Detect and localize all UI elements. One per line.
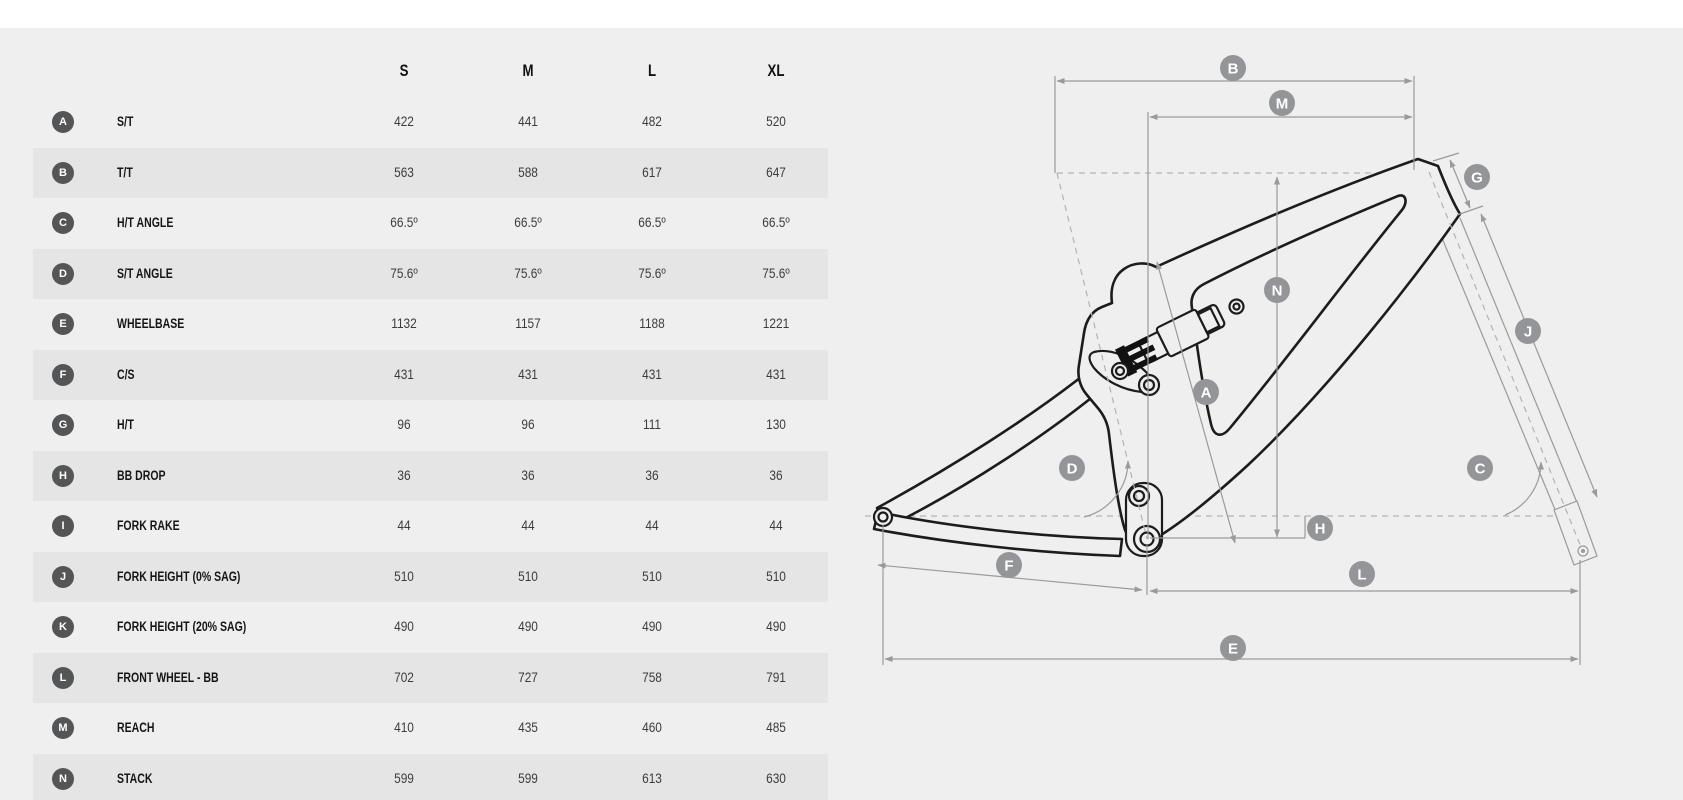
cell-value: 422	[394, 114, 414, 129]
cell-value: 431	[642, 366, 662, 382]
diagram-letter: N	[1271, 282, 1283, 300]
row-label: FORK HEIGHT (0% SAG)	[117, 568, 241, 584]
cell-value: 1132	[391, 316, 417, 331]
cell-value: 44	[397, 518, 411, 533]
diagram-letter-badge	[1220, 635, 1246, 661]
row-letter-badge: M	[52, 717, 74, 739]
row-label: H/T	[117, 417, 134, 432]
cell-value: 435	[518, 720, 538, 735]
cell-value: 111	[642, 417, 662, 432]
cell-value: 1221	[762, 316, 790, 331]
row-label: BB DROP	[117, 467, 166, 483]
row-letter-badge: E	[52, 313, 74, 335]
cell-value: 75.6º	[514, 265, 542, 281]
row-label: FRONT WHEEL - BB	[117, 669, 219, 685]
row-letter-badge: K	[52, 616, 74, 638]
seatstay	[877, 370, 1106, 527]
diagram-letter: A	[1200, 384, 1212, 402]
size-col-l: L	[647, 61, 657, 80]
diagram-letter: H	[1314, 520, 1326, 538]
cell-value: 490	[518, 619, 538, 634]
row-letter-badge: D	[52, 263, 74, 285]
row-label: FORK RAKE	[117, 518, 180, 533]
steering-axis-dashline	[1429, 169, 1581, 547]
cell-value: 44	[769, 518, 783, 533]
cell-value: 490	[642, 619, 662, 634]
cell-value: 520	[766, 114, 786, 129]
cell-value: 66.5º	[514, 215, 542, 230]
diagram-letter-badge	[1515, 318, 1541, 344]
diagram-letter-badge	[996, 552, 1022, 578]
diagram-letter: E	[1227, 640, 1239, 658]
row-label: C/S	[117, 366, 135, 382]
diagram-letter: F	[1004, 557, 1014, 575]
row-label: T/T	[117, 164, 133, 180]
row-letter-badge: B	[52, 162, 74, 184]
cell-value: 563	[394, 164, 414, 180]
cell-value: 75.6º	[390, 265, 418, 281]
diagram-letter: B	[1227, 60, 1239, 78]
cell-value: 75.6º	[638, 265, 666, 281]
row-letter-badge: H	[52, 465, 74, 487]
diagram-letter: G	[1471, 169, 1483, 187]
cell-value: 630	[766, 770, 786, 786]
diagram-letter-badge	[1059, 455, 1085, 481]
fork	[1437, 218, 1597, 565]
cell-value: 613	[642, 770, 662, 786]
row-letter-badge: N	[52, 768, 74, 790]
cell-value: 431	[518, 366, 538, 382]
row-label: H/T ANGLE	[117, 215, 174, 230]
cell-value: 431	[394, 366, 414, 382]
cell-value: 647	[766, 164, 786, 180]
row-letter-badge: I	[52, 515, 74, 537]
row-letter-badge: J	[52, 566, 74, 588]
cell-value: 588	[518, 164, 538, 180]
diagram-letter-badge	[1269, 90, 1295, 116]
row-letter-badge: C	[52, 212, 74, 234]
cell-value: 96	[521, 417, 535, 432]
row-label: FORK HEIGHT (20% SAG)	[117, 619, 247, 634]
row-letter-badge: A	[52, 111, 74, 133]
cell-value: 599	[394, 770, 414, 786]
cell-value: 1157	[515, 316, 541, 331]
row-label: REACH	[117, 720, 155, 735]
cell-value: 44	[645, 518, 659, 533]
diagram-letter: C	[1474, 460, 1486, 478]
cell-value: 702	[394, 669, 414, 685]
diagram-letter-badge	[1464, 164, 1490, 190]
cell-value: 510	[394, 568, 414, 584]
cell-value: 727	[518, 669, 538, 685]
cell-value: 431	[766, 366, 786, 382]
cell-value: 460	[642, 720, 662, 735]
angle-arc-C-headangle	[1505, 462, 1541, 515]
cell-value: 36	[769, 467, 783, 483]
diagram-letter: J	[1523, 323, 1533, 341]
chainstay	[874, 512, 1122, 556]
diagram-letter-badge	[1220, 55, 1246, 81]
cell-value: 75.6º	[762, 265, 790, 281]
cell-value: 510	[766, 568, 786, 584]
diagram-letter-badge	[1193, 379, 1219, 405]
cell-value: 482	[642, 114, 662, 129]
diagram-letter-badge	[1307, 515, 1333, 541]
cell-value: 490	[394, 619, 414, 634]
row-letter-badge: L	[52, 667, 74, 689]
diagram-letter-badge	[1467, 455, 1493, 481]
cell-value: 617	[642, 164, 662, 180]
cell-value: 66.5º	[390, 215, 418, 230]
cell-value: 44	[521, 518, 535, 533]
cell-value: 441	[518, 114, 538, 129]
cell-value: 1188	[639, 316, 665, 331]
diagram-letter-badge	[1349, 561, 1375, 587]
cell-value: 96	[397, 417, 411, 432]
rear-triangle	[874, 370, 1122, 556]
cell-value: 791	[766, 669, 786, 685]
cell-value: 758	[642, 669, 662, 685]
dim-line-J-forkheight	[1481, 214, 1597, 497]
cell-value: 485	[766, 720, 786, 735]
size-col-xl: XL	[767, 61, 785, 80]
row-label: WHEELBASE	[117, 316, 185, 331]
cell-value: 66.5º	[762, 215, 790, 230]
row-label: S/T	[117, 114, 134, 129]
ext-headtube-g1	[1433, 153, 1459, 161]
cell-value: 66.5º	[638, 215, 666, 230]
diagram-letter-badge	[1264, 277, 1290, 303]
row-letter-badge: F	[52, 364, 74, 386]
cell-value: 599	[518, 770, 538, 786]
size-col-s: S	[399, 61, 409, 80]
diagram-letter: D	[1066, 460, 1078, 478]
diagram-letter: L	[1357, 566, 1367, 584]
cell-value: 410	[394, 720, 414, 735]
cell-value: 36	[521, 467, 535, 483]
size-col-m: M	[522, 61, 534, 80]
row-label: STACK	[117, 770, 153, 786]
cell-value: 510	[518, 568, 538, 584]
cell-value: 36	[397, 467, 411, 483]
diagram-letter: M	[1275, 95, 1289, 113]
row-label: S/T ANGLE	[117, 265, 173, 281]
row-letter-badge: G	[52, 414, 74, 436]
cell-value: 510	[642, 568, 662, 584]
cell-value: 36	[645, 467, 659, 483]
cell-value: 490	[766, 619, 786, 634]
cell-value: 130	[766, 417, 786, 432]
